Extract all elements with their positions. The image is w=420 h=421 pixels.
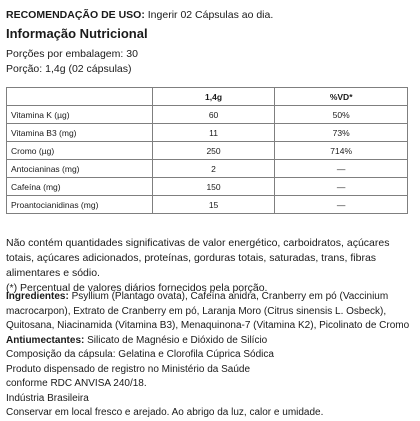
nutrient-name: Cafeína (mg) [7,178,153,196]
usage-text: Ingerir 02 Cápsulas ao dia. [147,9,274,21]
nutrient-amount: 250 [152,142,275,160]
nutrient-vd: — [275,178,408,196]
nutrient-vd: 50% [275,106,408,124]
table-row [7,160,408,178]
nutrient-vd: 714% [275,142,408,160]
ingredients-list: Psyllium (Plantago ovata), Cafeína anidra, Cranberry em pó (Vaccinium macrocarpon), Extrato de Cranberry em pó, Laranja Moro (Citrus sinensis L. Osbeck), Quitosana, Niacinamida (Vitamina B3), Menaquinona-7 (Vitamina K2), Picolinato de Cromo [6,291,410,331]
ingredients-label: Ingredientes: [6,291,69,302]
table-row [7,196,408,214]
header-amount: 1,4g [152,88,275,106]
header-nutrient [7,88,153,106]
antiumectantes-text: Silicato de Magnésio e Dióxido de Silício [87,334,268,346]
registry-line-2: conforme RDC ANVISA 240/18. [6,378,147,389]
header-vd: %VD* [275,88,408,106]
nutrient-name: Proantocianidinas (mg) [7,196,153,214]
ingredients-section [6,290,412,421]
storage-instructions: Conservar em local fresco e arejado. Ao abrigo da luz, calor e umidade. [6,407,324,418]
nutrient-name: Antocianinas (mg) [7,160,153,178]
nutrient-amount: 2 [152,160,275,178]
table-row [7,178,408,196]
usage-recommendation [6,8,414,23]
table-row [7,124,408,142]
registry-line-1: Produto dispensado de registro no Ministério da Saúde [6,363,251,375]
nutrient-amount: 60 [152,106,275,124]
portions-per-package: Porções por embalagem: 30 [6,48,138,60]
table-row [7,142,408,160]
table-row [7,106,408,124]
percent-note: (*) Percentual de valores diários fornecidos pela porção. [6,282,268,294]
portion-size: Porção: 1,4g (02 cápsulas) [6,63,132,75]
nutrient-name: Cromo (µg) [7,142,153,160]
portion-info [6,47,138,77]
ingredients-text-block [6,290,412,348]
nutrient-vd: — [275,160,408,178]
nutrition-table [6,87,408,214]
industry-origin: Indústria Brasileira [6,392,89,404]
nutrient-vd: 73% [275,124,408,142]
nutrition-heading: Informação Nutricional [6,26,148,41]
nutrient-name: Vitamina K (µg) [7,106,153,124]
antiumectantes-label: Antiumectantes: [6,334,85,346]
usage-label: RECOMENDAÇÃO DE USO: [6,9,145,21]
capsule-composition: Composição da cápsula: Gelatina e Clorofila Cúprica Sódica [6,349,274,360]
nutrient-vd: — [275,196,408,214]
nutrient-name: Vitamina B3 (mg) [7,124,153,142]
table-notes [6,236,412,296]
nutrient-amount: 11 [152,124,275,142]
nutrient-amount: 15 [152,196,275,214]
table-header-row [7,88,408,106]
not-significant-note: Não contém quantidades significativas de valor energético, carboidratos, açúcares totais, açúcares adicionados, proteínas, gorduras totais, saturadas, trans, fibras alimentares e sódio. [6,237,390,279]
nutrient-amount: 150 [152,178,275,196]
